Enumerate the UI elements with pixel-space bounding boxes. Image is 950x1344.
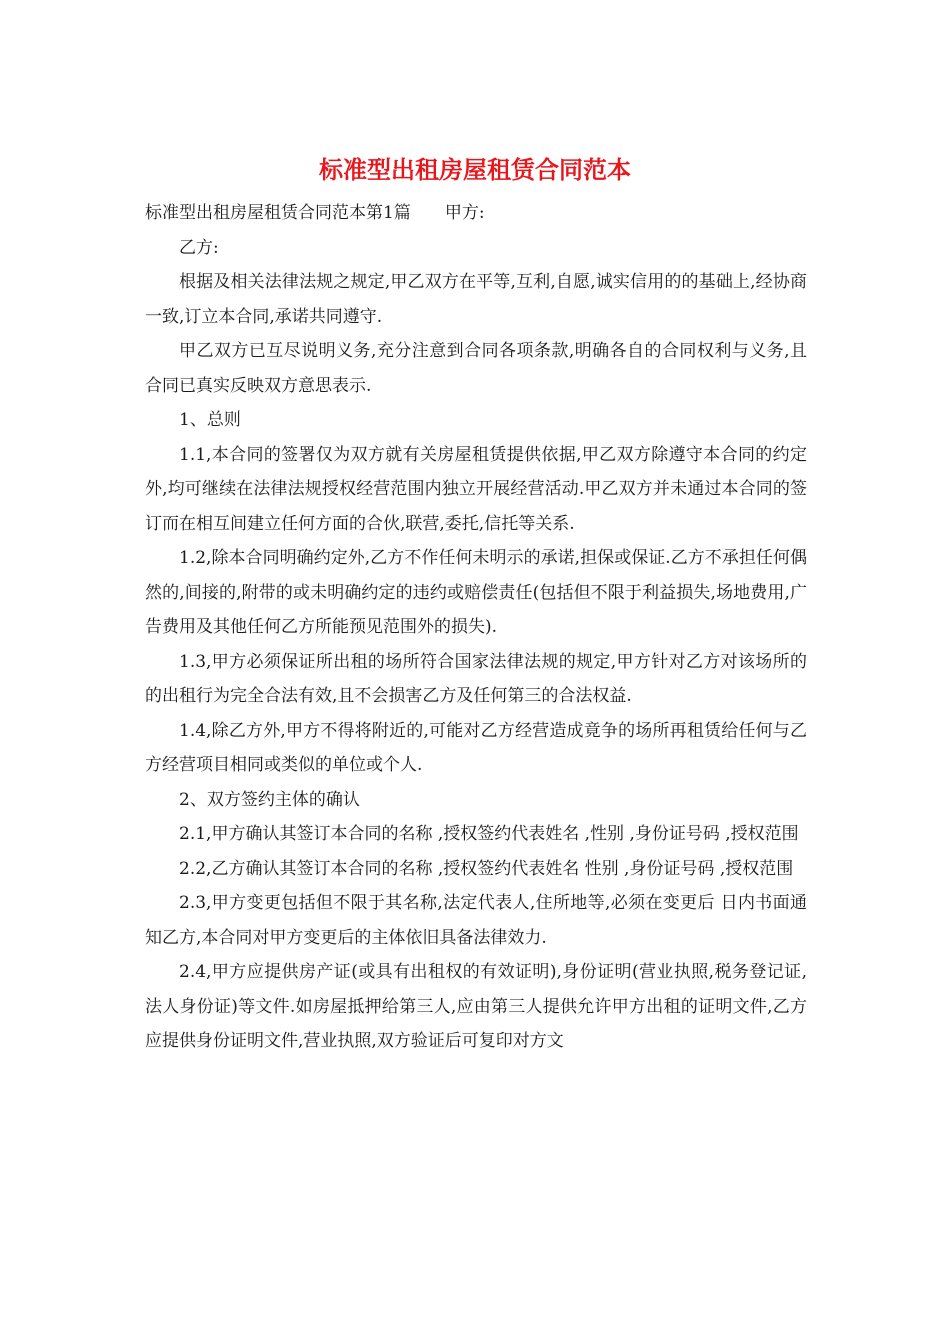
clause-1-4: 1.4,除乙方外,甲方不得将附近的,可能对乙方经营造成竟争的场所再租赁给任何与乙方经营项目相同或类似的单位或个人. bbox=[145, 720, 807, 775]
clause-1-1: 1.1,本合同的签署仅为双方就有关房屋租赁提供依据,甲乙双方除遵守本合同的约定外,均可继续在法律法规授权经营范围内独立开展经营活动.甲乙双方并未通过本合同的签订而在相互间建立任何方面的合伙,联营,委托,信托等关系. bbox=[145, 444, 807, 534]
clause-1-2: 1.2,除本合同明确约定外,乙方不作任何未明示的承诺,担保或保证.乙方不承担任何偶然的,间接的,附带的或未明确约定的违约或赔偿责任(包括但不限于利益损失,场地费用,广告费用及其他任何乙方所能预见范围外的损失). bbox=[145, 548, 807, 637]
document-title: 标准型出租房屋租赁合同范本 bbox=[319, 155, 631, 184]
paragraph-disclosure: 甲乙双方已互尽说明义务,充分注意到合同各项条款,明确各自的合同权利与义务,且合同已真实反映双方意思表示. bbox=[145, 341, 807, 396]
clause-2-3: 2.3,甲方变更包括但不限于其名称,法定代表人,住所地等,必须在变更后 日内书面通知乙方,本合同对甲方变更后的主体依旧具备法律效力. bbox=[145, 893, 807, 948]
section-heading-parties: 2、双方签约主体的确认 bbox=[179, 789, 360, 810]
clause-2-4: 2.4,甲方应提供房产证(或具有出租权的有效证明),身份证明(营业执照,税务登记证,法人身份证)等文件.如房屋抵押给第三人,应由第三人提供允许甲方出租的证明文件,乙方应提供身份证明文件,营业执照,双方验证后可复印对方文 bbox=[145, 962, 807, 1051]
section-heading-general: 1、总则 bbox=[179, 410, 241, 430]
paragraph-basis: 根据及相关法律法规之规定,甲乙双方在平等,互利,自愿,诚实信用的的基础上,经协商一致,订立本合同,承诺共同遵守. bbox=[145, 272, 807, 327]
paragraph-party-b: 乙方: bbox=[179, 237, 219, 258]
document-body bbox=[145, 196, 807, 1059]
paragraph-heading-parties: 标准型出租房屋租赁合同范本第1篇 甲方: bbox=[145, 203, 485, 223]
clause-1-3: 1.3,甲方必须保证所出租的场所符合国家法律法规的规定,甲方针对乙方对该场所的的出租行为完全合法有效,且不会损害乙方及任何第三的合法权益. bbox=[145, 651, 807, 706]
clause-2-1: 2.1,甲方确认其签订本合同的名称 ,授权签约代表姓名 ,性别 ,身份证号码 ,授权范围 bbox=[179, 824, 799, 844]
clause-2-2: 2.2,乙方确认其签订本合同的名称 ,授权签约代表姓名 性别 ,身份证号码 ,授权范围 bbox=[179, 858, 794, 879]
